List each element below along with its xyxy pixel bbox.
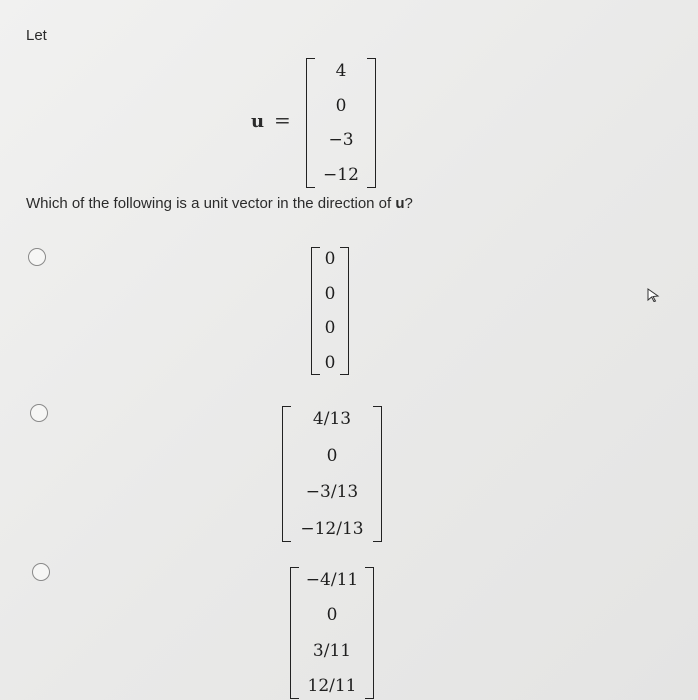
equals-sign: = <box>274 108 291 132</box>
option-1-entry: 0 <box>324 249 336 269</box>
vector-u-entry: −12 <box>323 164 359 185</box>
vector-u-entry: 0 <box>335 95 347 116</box>
option-1-entry: 0 <box>324 318 336 339</box>
question-suffix: ? <box>404 195 413 212</box>
question-var: u <box>395 195 405 212</box>
vector-u-entry: 4 <box>335 61 347 81</box>
vector-u-matrix <box>306 58 376 188</box>
let-text: Let <box>26 27 47 44</box>
option-3-radio-icon[interactable] <box>32 563 50 581</box>
question-prefix: Which of the following is a unit vector in the direction of <box>26 195 396 212</box>
vector-u-entry: −3 <box>328 130 354 151</box>
option-1-entry: 0 <box>324 352 336 373</box>
option-3-matrix <box>290 567 374 699</box>
option-2-radio-icon[interactable] <box>30 404 48 422</box>
option-1-radio-icon[interactable] <box>28 248 46 266</box>
option-3-entry: 3/11 <box>312 640 352 661</box>
option-3-entry: −4/11 <box>305 570 359 590</box>
option-2-entry: −12/13 <box>300 518 364 539</box>
question-text <box>26 195 413 212</box>
option-3-entry: 0 <box>326 605 338 626</box>
option-2-entry: 4/13 <box>312 409 352 429</box>
option-2-entry: 0 <box>326 445 338 466</box>
option-3-entry: 12/11 <box>307 675 357 696</box>
option-2-entry: −3/13 <box>305 482 359 503</box>
mouse-pointer-icon <box>646 288 660 302</box>
option-1-entry: 0 <box>324 283 336 304</box>
option-2-matrix <box>282 406 382 542</box>
vector-label: u <box>251 111 265 132</box>
option-1-matrix <box>311 247 349 375</box>
